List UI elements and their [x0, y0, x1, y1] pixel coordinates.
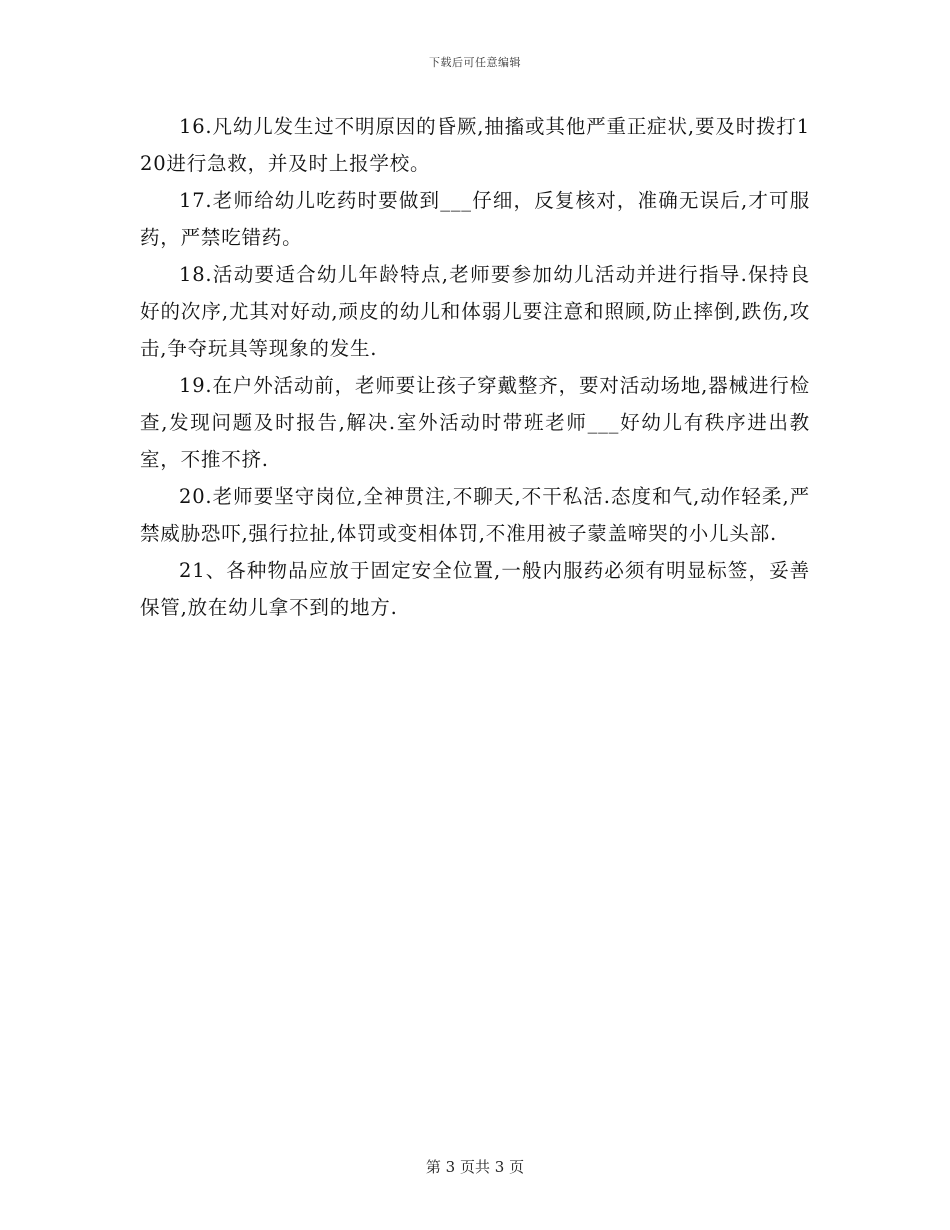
paragraph-17: 17.老师给幼儿吃药时要做到___仔细，反复核对，准确无误后,才可服药，严禁吃错药。: [140, 189, 810, 249]
paragraph-21: 21、各种物品应放于固定安全位置,一般内服药必须有明显标签，妥善保管,放在幼儿拿不到的地方.: [140, 559, 810, 619]
paragraph-16: 16.凡幼儿发生过不明原因的昏厥,抽搐或其他严重正症状,要及时拨打120进行急救，并及时上报学校。: [140, 115, 810, 175]
paragraph-18: 18.活动要适合幼儿年龄特点,老师要参加幼儿活动并进行指导.保持良好的次序,尤其对好动,顽皮的幼儿和体弱儿要注意和照顾,防止摔倒,跌伤,攻击,争夺玩具等现象的发生.: [140, 263, 810, 360]
document-body: [140, 108, 810, 626]
page-footer: 第 3 页共 3 页: [425, 1158, 525, 1176]
paragraph-20: 20.老师要坚守岗位,全神贯注,不聊天,不干私活.态度和气,动作轻柔,严禁威胁恐吓,强行拉扯,体罚或变相体罚,不准用被子蒙盖啼哭的小儿头部.: [140, 485, 810, 545]
paragraph-19: 19.在户外活动前，老师要让孩子穿戴整齐，要对活动场地,器械进行检查,发现问题及时报告,解决.室外活动时带班老师___好幼儿有秩序进出教室，不推不挤.: [140, 374, 810, 471]
page-header: 下载后可任意编辑: [429, 56, 521, 69]
